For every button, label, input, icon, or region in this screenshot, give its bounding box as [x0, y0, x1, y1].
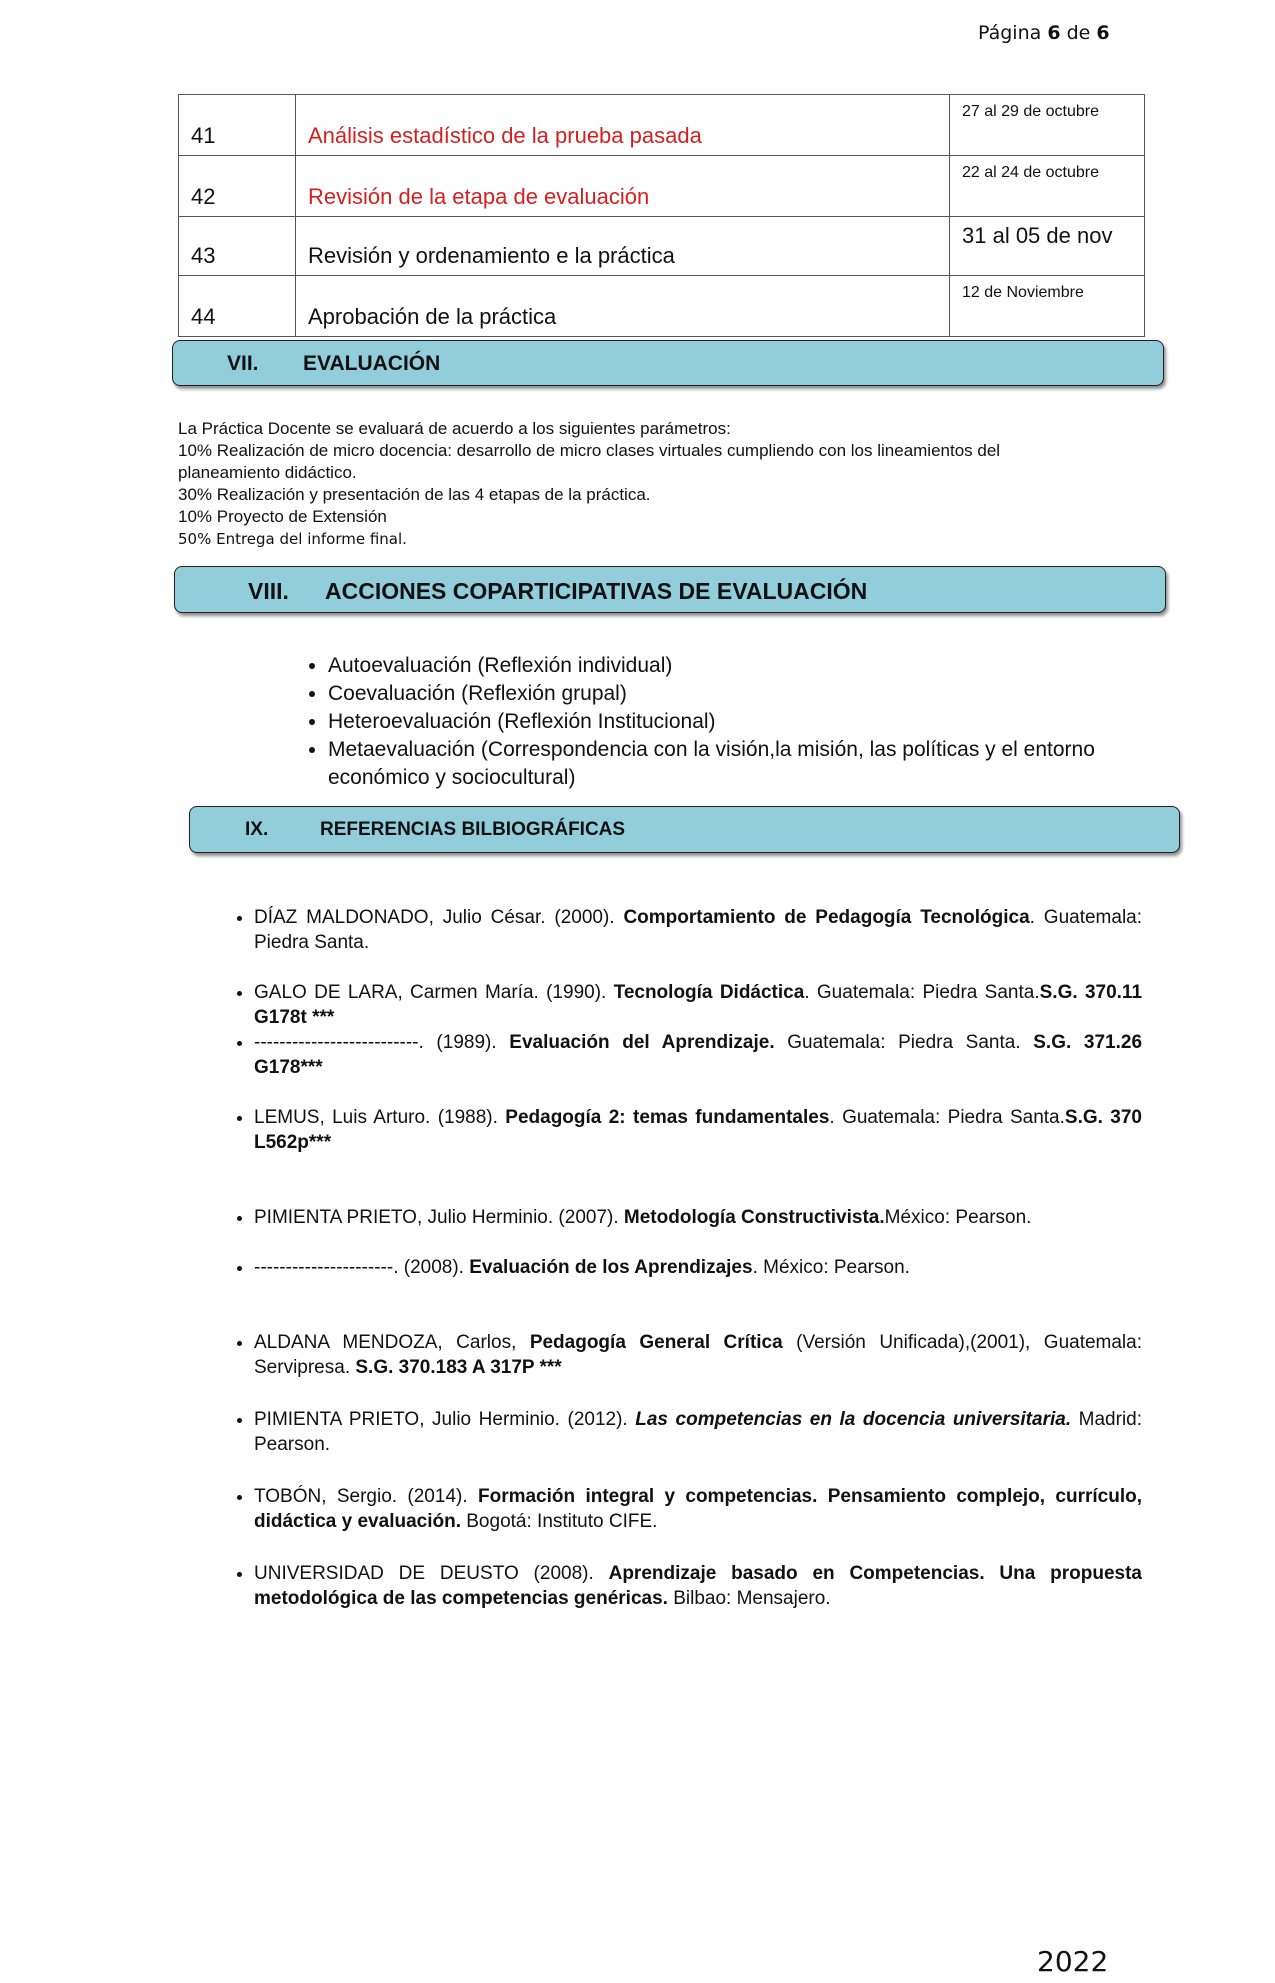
section-title: EVALUACIÓN [303, 352, 441, 375]
page-total: 6 [1096, 22, 1110, 44]
reference-item: • TOBÓN, Sergio. (2014). Formación integral y competencias. Pensamiento complejo, currículo, didáctica y evaluación. Bogotá: Instituto CIFE. [254, 1484, 1142, 1534]
section-roman: IX. [245, 819, 269, 840]
row-date: 27 al 29 de octubre [950, 95, 1145, 156]
evaluation-param: 10% Realización de micro docencia: desarrollo de micro clases virtuales cumpliendo con los lineamientos del planeamiento didáctico. [178, 441, 1001, 482]
reference-item: • PIMIENTA PRIETO, Julio Herminio. (2007). Metodología Constructivista.México: Pearson. [254, 1205, 1142, 1230]
list-item: • Coevaluación (Reflexión grupal) [328, 680, 1148, 708]
table-row [179, 276, 1145, 337]
section-roman: VIII. [248, 578, 289, 604]
evaluation-param: 50% Entrega del informe final. [178, 530, 407, 548]
section-title: REFERENCIAS BILBIOGRÁFICAS [320, 819, 626, 840]
list-item: • Metaevaluación (Correspondencia con la visión,la misión, las políticas y el entorno económico y sociocultural) [328, 736, 1148, 792]
row-date: 22 al 24 de octubre [950, 156, 1145, 217]
evaluation-param: 30% Realización y presentación de las 4 etapas de la práctica. [178, 485, 651, 504]
reference-item: • PIMIENTA PRIETO, Julio Herminio. (2012). Las competencias en la docencia universitaria. Madrid: Pearson. [254, 1407, 1142, 1457]
evaluation-parameters [178, 418, 1098, 550]
row-number: 42 [179, 156, 296, 217]
row-activity: Revisión de la etapa de evaluación [296, 156, 950, 217]
reference-item: • GALO DE LARA, Carmen María. (1990). Tecnología Didáctica. Guatemala: Piedra Santa.S.G. 370.11 G178t *** [254, 980, 1142, 1030]
row-activity: Revisión y ordenamiento e la práctica [296, 217, 950, 276]
section-header-referencias [189, 806, 1180, 853]
evaluation-param: 10% Proyecto de Extensión [178, 507, 387, 526]
reference-item: • DÍAZ MALDONADO, Julio César. (2000). Comportamiento de Pedagogía Tecnológica. Guatemala: Piedra Santa. [254, 905, 1142, 955]
row-activity: Aprobación de la práctica [296, 276, 950, 337]
row-activity: Análisis estadístico de la prueba pasada [296, 95, 950, 156]
table-row [179, 156, 1145, 217]
page-current: 6 [1047, 22, 1061, 44]
reference-item: • LEMUS, Luis Arturo. (1988). Pedagogía 2: temas fundamentales. Guatemala: Piedra Santa.S.G. 370 L562p*** [254, 1105, 1142, 1155]
table-row [179, 217, 1145, 276]
reference-item: • --------------------------. (1989). Evaluación del Aprendizaje. Guatemala: Piedra Santa. S.G. 371.26 G178*** [254, 1030, 1142, 1080]
evaluation-intro: La Práctica Docente se evaluará de acuerdo a los siguientes parámetros: [178, 419, 731, 438]
reference-item: • ----------------------. (2008). Evaluación de los Aprendizajes. México: Pearson. [254, 1255, 1142, 1280]
footer-year: 2022 [1037, 1945, 1109, 1978]
references-list [218, 905, 1142, 1611]
schedule-table [178, 94, 1145, 337]
table-row [179, 95, 1145, 156]
row-number: 41 [179, 95, 296, 156]
section-title: ACCIONES COPARTICIPATIVAS DE EVALUACIÓN [325, 578, 868, 604]
reference-item: • ALDANA MENDOZA, Carlos, Pedagogía General Crítica (Versión Unificada),(2001), Guatemala: Servipresa. S.G. 370.183 A 317P *** [254, 1330, 1142, 1380]
page-number: Página 6 de 6 [978, 22, 1110, 44]
row-number: 44 [179, 276, 296, 337]
list-item: • Autoevaluación (Reflexión individual) [328, 652, 1148, 680]
row-date: 12 de Noviembre [950, 276, 1145, 337]
row-number: 43 [179, 217, 296, 276]
section-header-evaluacion [172, 340, 1164, 386]
section-header-acciones [174, 566, 1166, 613]
list-item: • Heteroevaluación (Reflexión Institucional) [328, 708, 1148, 736]
reference-item: • UNIVERSIDAD DE DEUSTO (2008). Aprendizaje basado en Competencias. Una propuesta metodológica de las competencias genéricas. Bilbao: Mensajero. [254, 1561, 1142, 1611]
evaluation-actions-list [290, 652, 1148, 792]
section-roman: VII. [227, 352, 259, 375]
row-date: 31 al 05 de nov [950, 217, 1145, 276]
